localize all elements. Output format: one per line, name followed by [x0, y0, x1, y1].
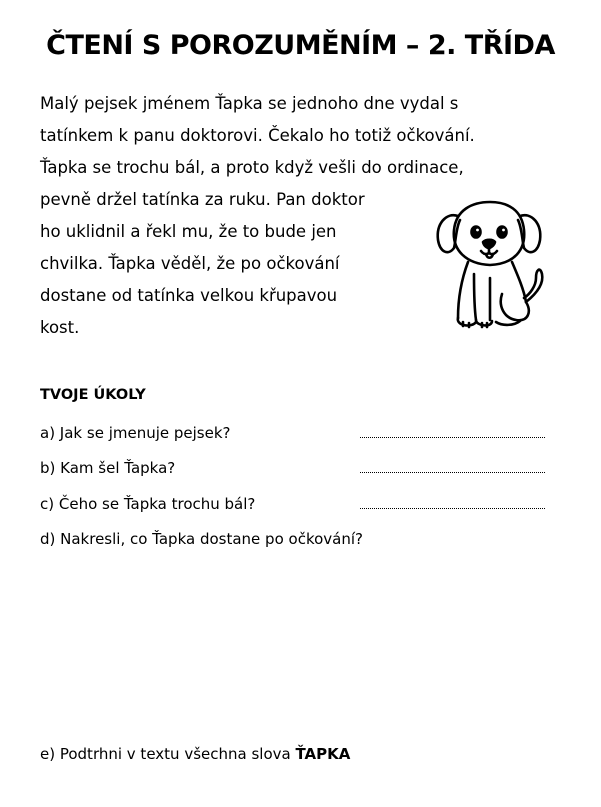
story-line: tatínkem k panu doktorovi. Čekalo ho totiž očkování. — [40, 126, 475, 145]
story-line: dostane od tatínka velkou křupavou — [40, 286, 338, 305]
task-e-word: ŤAPKA — [295, 745, 351, 763]
tasks-heading: TVOJE ÚKOLY — [40, 387, 146, 403]
story-line: Malý pejsek jménem Ťapka se jednoho dne vydal s — [40, 94, 459, 113]
story-line: pevně držel tatínka za ruku. Pan doktor — [40, 190, 365, 209]
answer-line-c[interactable] — [360, 508, 545, 509]
puppy-drawing-icon — [432, 194, 552, 334]
answer-line-b[interactable] — [360, 472, 545, 473]
task-e — [40, 745, 350, 763]
story-line: ho uklidnil a řekl mu, že to bude jen — [40, 222, 337, 241]
task-c: c) Čeho se Ťapka trochu bál? — [40, 495, 256, 513]
task-d: d) Nakresli, co Ťapka dostane po očkování? — [40, 530, 363, 548]
task-b: b) Kam šel Ťapka? — [40, 459, 176, 477]
story-line: chvilka. Ťapka věděl, že po očkování — [40, 254, 340, 273]
task-a: a) Jak se jmenuje pejsek? — [40, 424, 231, 442]
answer-line-a[interactable] — [360, 437, 545, 438]
story-line: kost. — [40, 318, 80, 337]
story-line: Ťapka se trochu bál, a proto když vešli do ordinace, — [40, 158, 464, 177]
task-e-text: e) Podtrhni v textu všechna slova — [40, 745, 296, 763]
page-title: ČTENÍ S POROZUMĚNÍM – 2. TŘÍDA — [46, 30, 555, 61]
